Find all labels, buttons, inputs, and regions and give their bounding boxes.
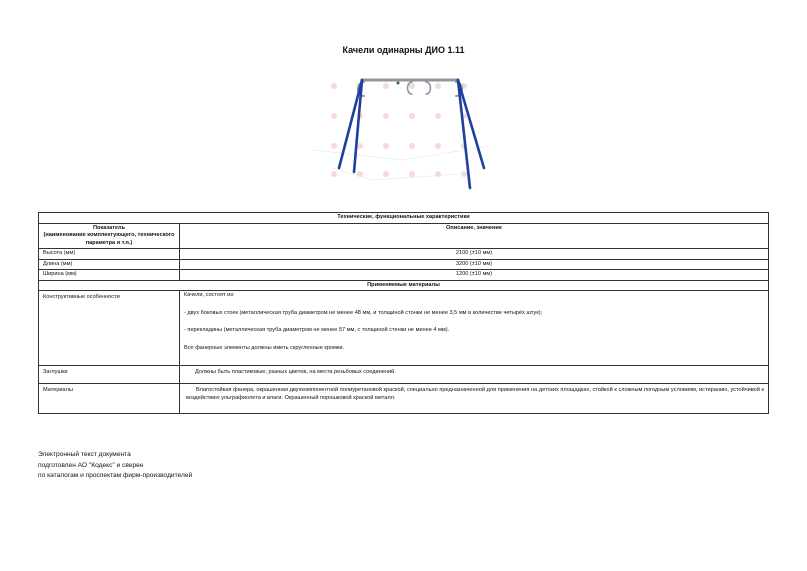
construction-line: Качели, состоят из: [184, 292, 235, 299]
construction-line: - перекладины (металлическая труба диаметром не менее 57 мм, с толщиной стенки не менее 4 мм). [184, 327, 450, 334]
table-row [39, 249, 769, 260]
footer-line: по каталогам и проспектам фирм-производителей [38, 472, 193, 479]
footer-line: подготовлен АО "Кодекс" и сверен [38, 461, 144, 469]
table-row [39, 280, 769, 291]
table-row [39, 384, 769, 414]
table-row [39, 270, 769, 281]
watermark-pattern [331, 83, 467, 177]
row-label: Длина (мм) [39, 259, 180, 270]
construction-description [180, 291, 769, 366]
row-label: Высота (мм) [39, 249, 180, 260]
row-label: Конструктивные особенности [39, 291, 180, 366]
column-header-indicator-text: Показатель (наименование комплектующего, технического параметра и т.п.) [43, 224, 175, 246]
row-label: Материалы [39, 384, 180, 414]
row-label: Ширина (мм) [39, 270, 180, 281]
row-label: Заглушки [39, 366, 180, 384]
table-header-row [39, 223, 769, 249]
table-row [39, 259, 769, 270]
row-value: Должны быть пластиковые, разных цветов, на места резьбовых соединений. [180, 366, 769, 384]
table-row [39, 291, 769, 366]
specification-table [38, 212, 769, 414]
row-value: 1200 (±10 мм) [180, 270, 769, 281]
footer-note [38, 450, 192, 482]
row-value: Влагостойкая фанера, окрашенная двухкомпонентной полиуретановой краской, специально предназначенной для применения на детских площадках, стойкой к сложным погодным условиям, истиранию, устойчивой к воздействию ультрафиолета и влаги. Окрашенный порошковой краской металл. [180, 384, 769, 414]
column-header-description: Описание, значение [180, 223, 769, 249]
section-heading-characteristics: Технические, функциональные характеристики [39, 213, 769, 224]
section-heading-materials: Применяемые материалы [39, 280, 769, 291]
table-row [39, 366, 769, 384]
footer-line: Электронный текст документа [38, 451, 131, 458]
column-header-indicator [39, 223, 180, 249]
swing-illustration [312, 68, 492, 196]
construction-line: - двух боковых стоек (металлическая труба диаметром не менее 48 мм, и толщиной стонки не менее 3,5 мм в количестве четырёх штук); [184, 309, 543, 316]
table-row [39, 213, 769, 224]
document-title: Качели одинарны ДИО 1.11 [342, 45, 465, 55]
construction-line: Все фанерные элементы должны иметь скругленные кромки. [184, 345, 345, 352]
row-value: 3200 (±10 мм) [180, 259, 769, 270]
row-value: 2100 (±10 мм) [180, 249, 769, 260]
